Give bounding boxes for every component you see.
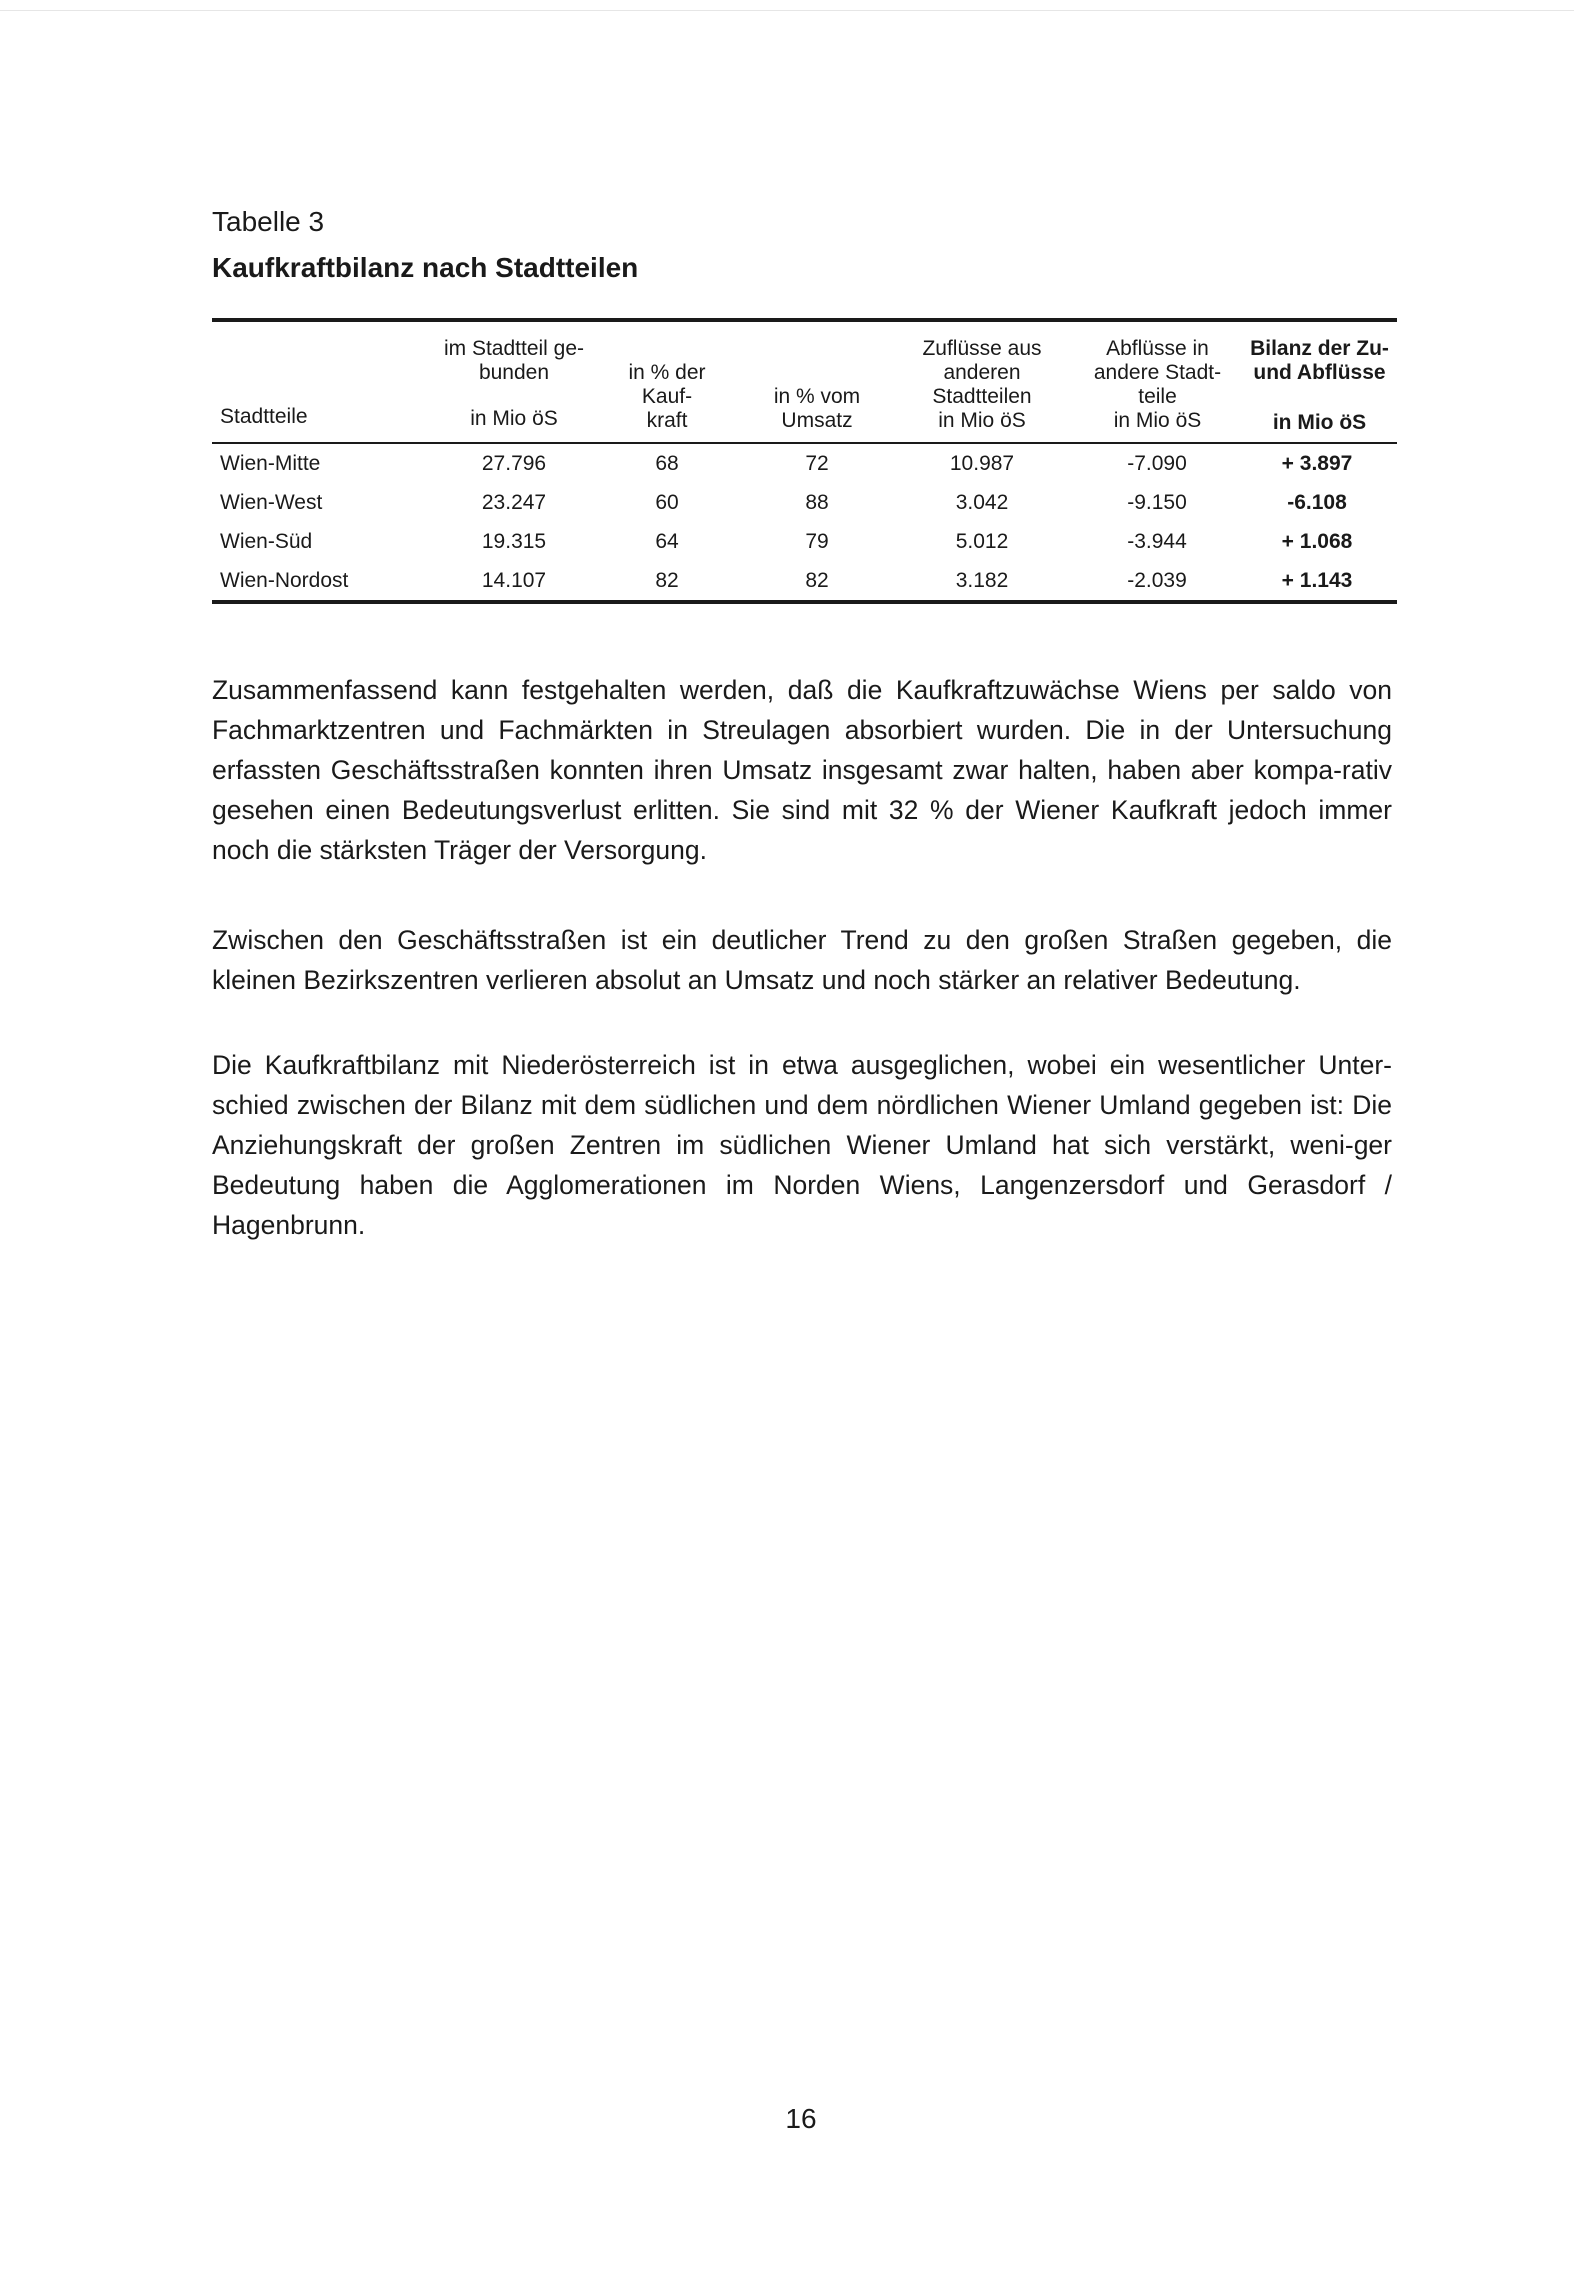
row-gebunden: 27.796 bbox=[481, 452, 547, 475]
kaufkraft-table bbox=[212, 318, 1397, 604]
page-number: 16 bbox=[785, 2103, 817, 2134]
row-zufluesse: 5.012 bbox=[955, 530, 1009, 553]
paragraph-1: Zusammenfassend kann festgehalten werden, daß die Kaufkraftzuwächse Wiens per saldo von Fachmarktzentren und Fachmärkten in Streulagen absorbiert wurden. Die in der Untersuchung erfassten Geschäftsstraßen konnten ihren Umsatz insgesamt zwar halten, haben aber kompa-rativ gesehen einen Bedeutungsverlust erlitten. Sie sind mit 32 % der Wiener Kaufkraft jedoch immer noch die stärksten Träger der Versorgung. bbox=[212, 675, 1392, 865]
paragraph-2: Zwischen den Geschäftsstraßen ist ein deutlicher Trend zu den großen Straßen gegeben, die kleinen Bezirkszentren verlieren absolut an Umsatz und noch stärker an relativer Bedeutung. bbox=[212, 925, 1392, 995]
row-zufluesse: 10.987 bbox=[949, 452, 1015, 475]
row-umsatz: 79 bbox=[805, 530, 829, 553]
row-gebunden: 23.247 bbox=[481, 491, 547, 514]
row-umsatz: 88 bbox=[805, 491, 829, 514]
row-gebunden: 19.315 bbox=[481, 530, 547, 553]
row-gebunden: 14.107 bbox=[481, 569, 547, 592]
row-kaufkraft: 68 bbox=[655, 452, 679, 475]
header-zufluesse-unit: in Mio öS bbox=[938, 409, 1026, 432]
table-header bbox=[212, 322, 1397, 442]
row-umsatz: 72 bbox=[805, 452, 829, 475]
row-bilanz: -6.108 bbox=[1287, 491, 1347, 514]
row-name: Wien-West bbox=[220, 491, 323, 514]
table-bottom-rule bbox=[212, 600, 1397, 604]
row-kaufkraft: 60 bbox=[655, 491, 679, 514]
row-name: Wien-Nordost bbox=[220, 569, 349, 592]
header-gebunden-unit: in Mio öS bbox=[470, 407, 558, 430]
row-abfluesse: -9.150 bbox=[1127, 491, 1187, 514]
header-zufluesse-line2: anderen bbox=[943, 361, 1021, 384]
table-row bbox=[212, 561, 1397, 600]
row-kaufkraft: 82 bbox=[655, 569, 679, 592]
header-kaufkraft-line3: kraft bbox=[646, 409, 688, 432]
header-umsatz-line2: Umsatz bbox=[781, 409, 853, 432]
table-row bbox=[212, 483, 1397, 522]
row-abfluesse: -7.090 bbox=[1127, 452, 1187, 475]
header-kaufkraft-line2: Kauf- bbox=[641, 385, 693, 408]
header-abfluesse-line3: teile bbox=[1138, 385, 1177, 408]
header-bilanz-line1: Bilanz der Zu- bbox=[1250, 337, 1389, 360]
header-zufluesse-line3: Stadtteilen bbox=[932, 385, 1032, 408]
table-row bbox=[212, 522, 1397, 561]
paragraph-3: Die Kaufkraftbilanz mit Niederösterreich ist in etwa ausgeglichen, wobei ein wesentlicher Unter-schied zwischen der Bilanz mit dem südlichen und dem nördlichen Wiener Umland gegeben ist: Die Anziehungskraft der großen Zentren im südlichen Wiener Umland hat sich verstärkt, weni-ger Bedeutung haben die Agglomerationen im Norden Wiens, Langenzersdorf und Gerasdorf / Hagenbrunn. bbox=[212, 1050, 1392, 1240]
header-gebunden-line1: im Stadtteil ge- bbox=[443, 337, 585, 360]
page-top-edge bbox=[0, 10, 1574, 11]
header-zufluesse-line1: Zuflüsse aus bbox=[922, 337, 1042, 360]
row-abfluesse: -2.039 bbox=[1127, 569, 1187, 592]
table-row bbox=[212, 444, 1397, 483]
header-gebunden-line2: bunden bbox=[478, 361, 550, 384]
row-zufluesse: 3.042 bbox=[955, 491, 1009, 514]
header-abfluesse-line2: andere Stadt- bbox=[1093, 361, 1222, 384]
row-bilanz: + 3.897 bbox=[1281, 452, 1353, 475]
row-zufluesse: 3.182 bbox=[955, 569, 1009, 592]
header-kaufkraft-line1: in % der bbox=[628, 361, 706, 384]
header-bilanz-line2: und Abflüsse bbox=[1253, 361, 1386, 384]
table-title: Kaufkraftbilanz nach Stadtteilen bbox=[212, 252, 639, 283]
header-abfluesse-line1: Abflüsse in bbox=[1106, 337, 1209, 360]
row-bilanz: + 1.143 bbox=[1281, 569, 1353, 592]
header-abfluesse-unit: in Mio öS bbox=[1113, 409, 1202, 432]
row-umsatz: 82 bbox=[805, 569, 829, 592]
header-umsatz-line1: in % vom bbox=[773, 385, 861, 408]
row-name: Wien-Süd bbox=[220, 530, 313, 553]
row-bilanz: + 1.068 bbox=[1281, 530, 1353, 553]
header-bilanz-unit: in Mio öS bbox=[1272, 411, 1367, 434]
header-stadtteile: Stadtteile bbox=[220, 405, 308, 428]
row-name: Wien-Mitte bbox=[220, 452, 321, 475]
table-caption: Tabelle 3 bbox=[212, 206, 325, 237]
row-kaufkraft: 64 bbox=[655, 530, 679, 553]
row-abfluesse: -3.944 bbox=[1127, 530, 1187, 553]
